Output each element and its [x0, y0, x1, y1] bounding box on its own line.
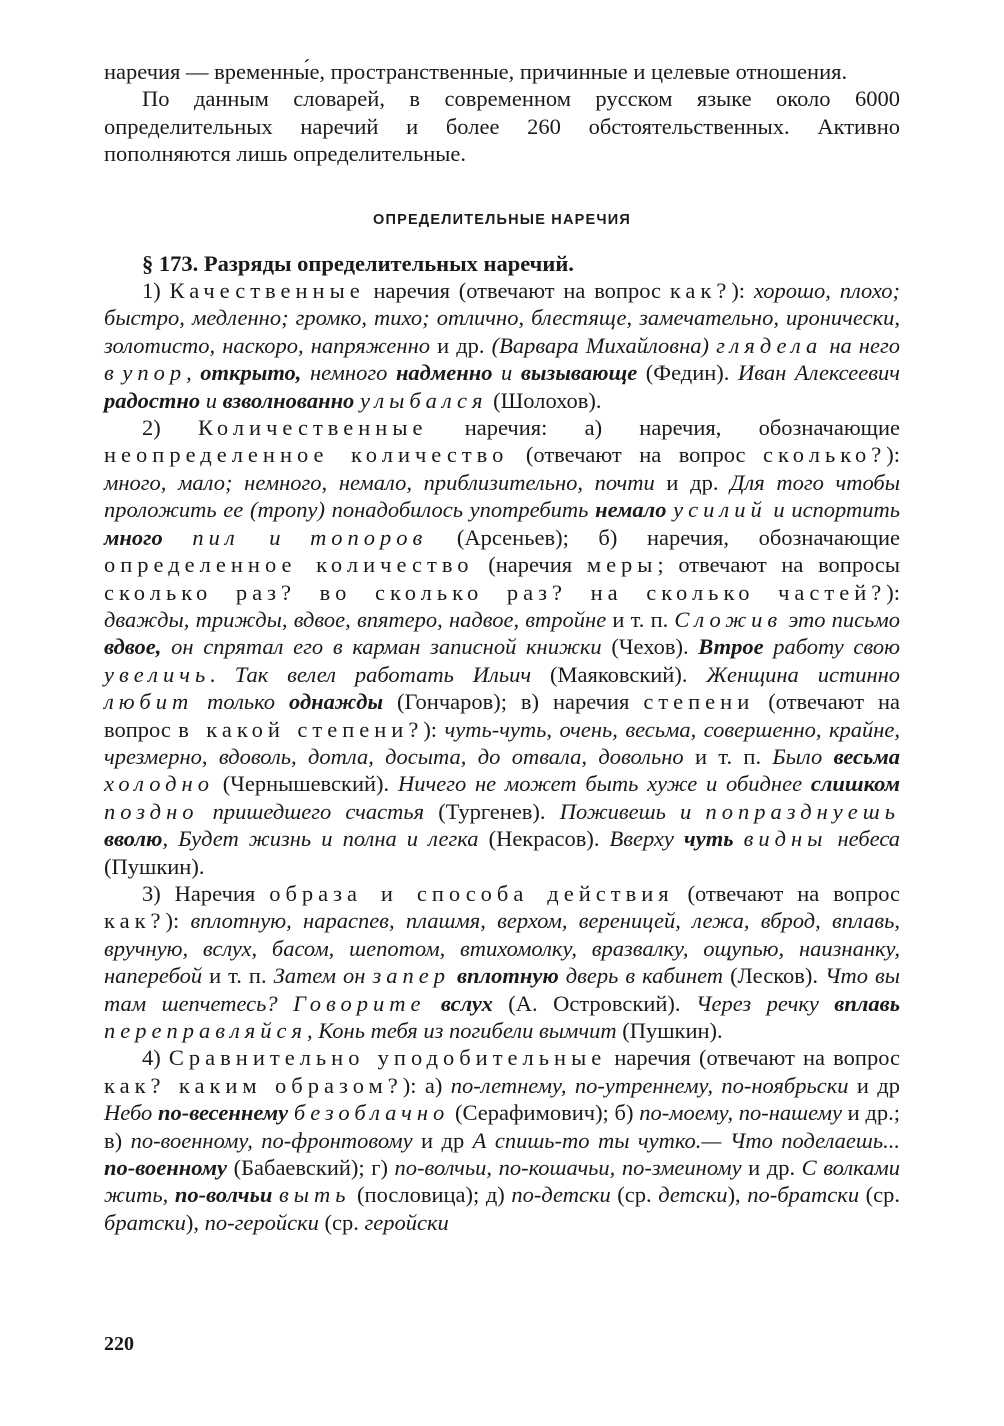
stats-paragraph: По данным словарей, в современном русском языке около 6000 определительных наречий и более 260 обстоятельственных. Активно пополняются лишь определительные. [104, 86, 900, 167]
section-heading: ОПРЕДЕЛИТЕЛЬНЫЕ НАРЕЧИЯ [372, 211, 632, 228]
paragraph-qualitative: 1) Качественные наречия (отвечают на вопрос как?): хорошо, плохо; быстро, медленно; громко, тихо; отлично, блестяще, замечательно, иронически, золотисто, наскоро, напряженно и др. (Варвара Михайловна) глядела на него в упор, открыто, немного надменно и вызывающе (Федин). Иван Алексеевич радостно и взволнованно улыбался (Шолохов). [104, 278, 901, 413]
intro-line: наречия — временны́е, пространственные, причинные и целевые отношения. [104, 59, 848, 84]
paragraph-title: § 173. Разряды определительных наречий. [142, 250, 574, 276]
paragraph-quantitative: 2) Количественные наречия: а) наречия, обозначающие неопределенное количество (отвечают на вопрос сколько?): много, мало; немного, немало, приблизительно, почти и др. Для того чтобы проложить ее (тропу) понадобилось употребить немало усилий и испортить много пил и топоров (Арсеньев); б) наречия, обозначающие определенное количество (наречия меры; отвечают на вопросы сколько раз? во сколько раз? на сколько частей?): дважды, трижды, вдвое, впятеро, надвое, втройне и т. п. Сложив это письмо вдвое, он спрятал его в карман записной книжки (Чехов). Втрое работу свою увеличь. Так велел работать Ильич (Маяковский). Женщина истинно любит только однажды (Гончаров); в) наречия степени (отвечают на вопрос в какой степени?): чуть-чуть, очень, весьма, совершенно, крайне, чрезмерно, вдоволь, дотла, досыта, до отвала, довольно и т. п. Было весьма холодно (Чернышевский). Ничего не может быть хуже и обиднее слишком поздно пришедшего счастья (Тургенев). Поживешь и попразднуешь вволю, Будет жизнь и полна и легка (Некрасов). Вверху чуть видны небеса (Пушкин). [104, 415, 901, 879]
paragraph-manner: 3) Наречия образа и способа действия (отвечают на вопрос как?): вплотную, нараспев, плашмя, верхом, вереницей, лежа, вброд, вплавь, вручную, вслух, басом, шепотом, втихомолку, вразвалку, ощупью, наизнанку, наперебой и т. п. Затем он запер вплотную дверь в кабинет (Лесков). Что вы там шепчетесь? Говорите вслух (А. Островский). Через речку вплавь переправляйся, Конь тебя из погибели вымчит (Пушкин). [104, 880, 900, 1043]
paragraph-comparative: 4) Сравнительно уподобительные наречия (отвечают на вопрос как? каким образом?): а) по-летнему, по-утреннему, по-ноябрьски и др Небо по-весеннему безоблачно (Серафимович); б) по-моему, по-нашему и др.; в) по-военному, по-фронтовому и др А спишь-то ты чутко.— Что поделаешь... по-военному (Бабаевский); г) по-волчьи, по-кошачьи, по-змеиному и др. С волками жить, по-волчьи выть (пословица); д) по-детски (ср. детски), по-братски (ср. братски), по-геройски (ср. геройски [104, 1045, 901, 1235]
page-body [104, 58, 900, 1236]
page-number: 220 [104, 1333, 134, 1355]
